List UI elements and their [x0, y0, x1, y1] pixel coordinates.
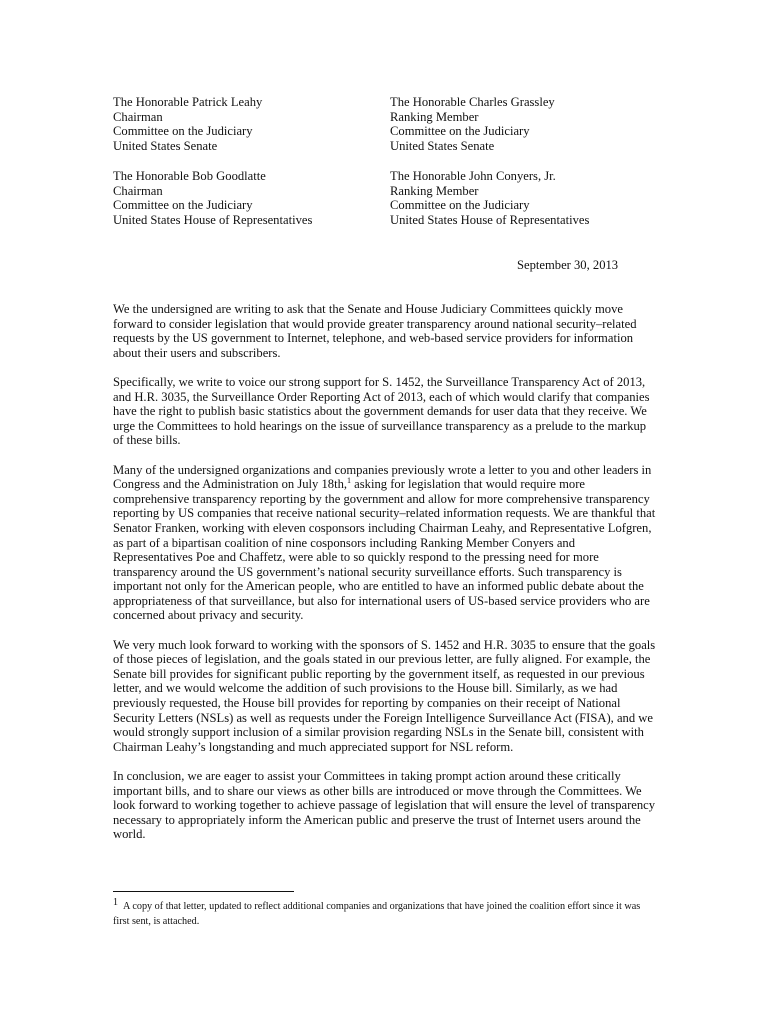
recipient-grassley — [390, 95, 555, 153]
recipient-committee: Committee on the Judiciary — [390, 198, 530, 213]
recipient-committee: Committee on the Judiciary — [113, 124, 253, 139]
recipient-name: The Honorable John Conyers, Jr. — [390, 169, 556, 183]
recipient-title: Ranking Member — [390, 109, 479, 124]
recipient-goodlatte — [113, 169, 312, 227]
footnote — [113, 896, 658, 929]
recipient-committee: Committee on the Judiciary — [390, 124, 530, 139]
recipient-body: United States Senate — [390, 138, 495, 153]
recipient-conyers — [390, 169, 589, 227]
paragraph-3-end: asking for legislation that would require more comprehensive transparency reporting by the government and allow for more comprehensive transparency reporting by US companies that receive national security–related information requests. We are thankful that Senator Franken, working with eleven cosponsors including Chairman Leahy, and Representative Lofgren, as part of a bipartisan coalition of nine cosponsors including Ranking Member Conyers and Representatives Poe and Chaffetz, were able to so quickly respond to the pressing need for more transparency around the US government’s national security surveillance efforts. Such transparency is important not only for the American people, who are entitled to have an informed public debate about the appropriateness of that surveillance, but also for international users of US-based service providers who are concerned about privacy and security. — [113, 477, 656, 623]
recipient-body: United States Senate — [113, 138, 218, 153]
recipient-title: Ranking Member — [390, 183, 479, 198]
paragraph-4: We very much look forward to working with the sponsors of S. 1452 and H.R. 3035 to ensure that the goals of those pieces of legislation, and the goals stated in our previous letter, are fully aligned. For example, the Senate bill provides for significant public reporting by the government itself, as requested in our previous letter, and we would welcome the addition of such provisions to the House bill. Similarly, as we had previously requested, the House bill provides for reporting by companies on their receipt of National Security Letters (NSLs) as well as requests under the Foreign Intelligence Surveillance Act (FISA), and we would strongly support inclusion of a similar provision regarding NSLs in the Senate bill, consistent with Chairman Leahy’s longstanding and much appreciated support for NSL reform. — [113, 637, 656, 754]
footnote-separator — [113, 891, 294, 892]
footnote-text: A copy of that letter, updated to reflect additional companies and organizations that have joined the coalition effort since it was first sent, is attached. — [113, 901, 641, 927]
recipient-name: The Honorable Charles Grassley — [390, 95, 555, 109]
footnote-reference[interactable]: 1 — [347, 475, 352, 485]
recipient-title: Chairman — [113, 183, 163, 198]
letter-date: September 30, 2013 — [517, 258, 619, 272]
letter-body — [113, 302, 657, 857]
paragraph-3 — [113, 463, 657, 624]
recipient-leahy — [113, 95, 262, 153]
recipient-committee: Committee on the Judiciary — [113, 198, 253, 213]
paragraph-3-start: Many of the undersigned organizations and companies previously wrote a letter to you and other leaders in Congress and the Administration on July 18th, — [113, 462, 652, 492]
recipient-body: United States House of Representatives — [113, 212, 313, 227]
recipient-name: The Honorable Patrick Leahy — [113, 95, 263, 109]
recipient-name: The Honorable Bob Goodlatte — [113, 169, 266, 183]
paragraph-5: In conclusion, we are eager to assist your Committees in taking prompt action around these critically important bills, and to share our views as other bills are introduced or move through the Committees. We look forward to working together to achieve passage of legislation that will ensure the level of transparency necessary to appropriately inform the American public and preserve the trust of Internet users around the world. — [113, 769, 656, 842]
paragraph-2: Specifically, we write to voice our strong support for S. 1452, the Surveillance Transparency Act of 2013, and H.R. 3035, the Surveillance Order Reporting Act of 2013, each of which would clarify that companies have the right to publish basic statistics about the government demands for user data that they receive. We urge the Committees to hold hearings on the issue of surveillance transparency as a prelude to the markup of these bills. — [113, 374, 650, 448]
paragraph-1: We the undersigned are writing to ask that the Senate and House Judiciary Committees quickly move forward to consider legislation that would provide greater transparency around national security–related requests by the US government to Internet, telephone, and web-based service providers for information about their users and subscribers. — [113, 302, 637, 360]
recipient-title: Chairman — [113, 109, 163, 124]
footnote-mark: 1 — [113, 896, 118, 908]
recipient-body: United States House of Representatives — [390, 212, 590, 227]
